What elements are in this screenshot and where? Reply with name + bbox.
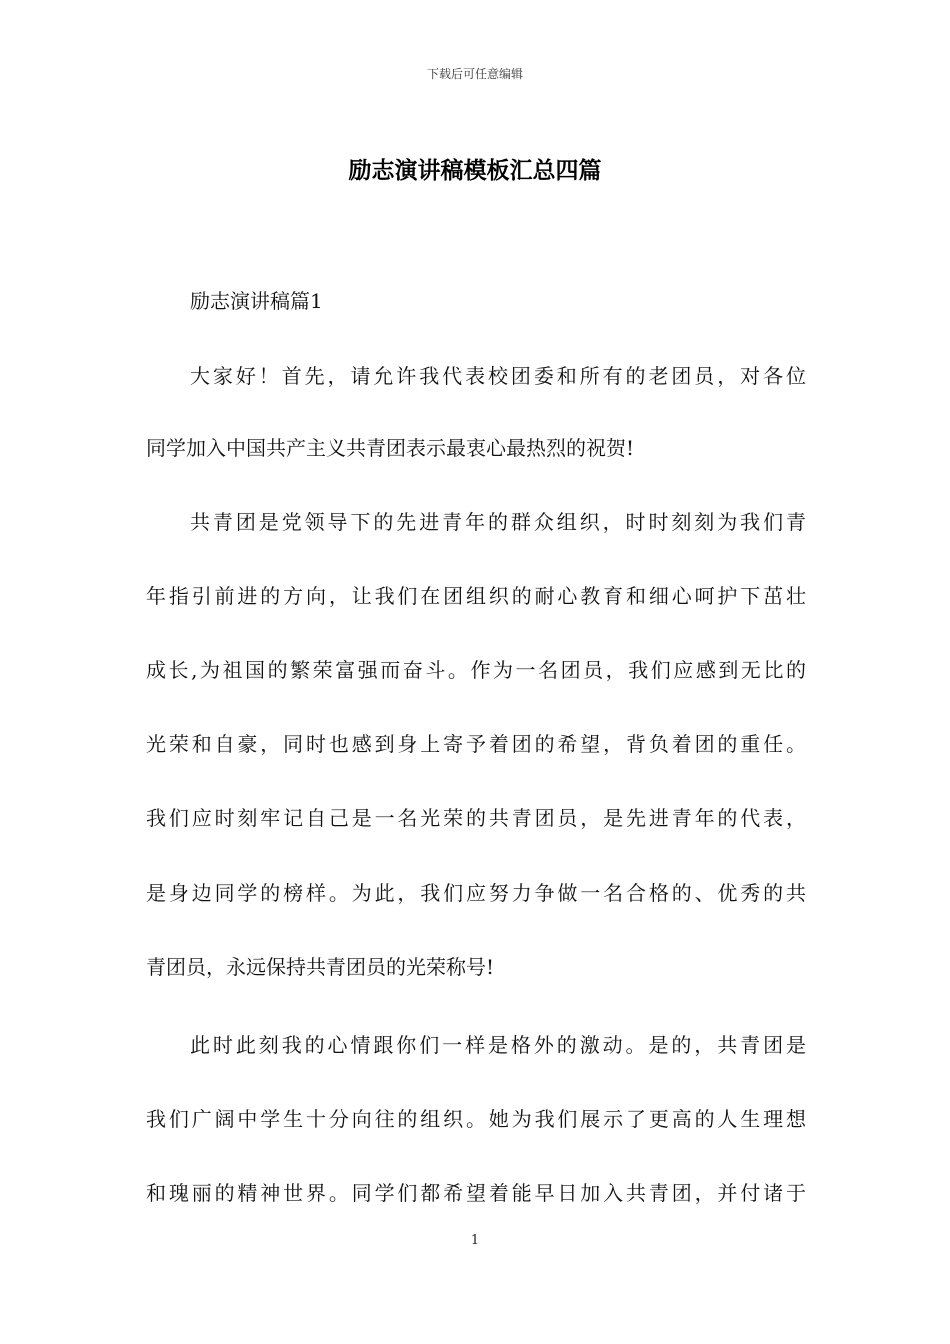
text-line: 同学加入中国共产主义共青团表示最衷心最热烈的祝贺! <box>146 436 635 460</box>
document-title: 励志演讲稿模板汇总四篇 <box>348 157 602 184</box>
page-header-note: 下载后可任意编辑 <box>426 67 523 81</box>
text-line: 光荣和自豪，同时也感到身上寄予着团的希望，背负着团的重任。 <box>146 732 806 756</box>
section-heading: 励志演讲稿篇1 <box>190 289 323 313</box>
text-line: 我们应时刻牢记自己是一名光荣的共青团员，是先进青年的代表， <box>146 806 806 830</box>
text-line: 和瑰丽的精神世界。同学们都希望着能早日加入共青团，并付诸于 <box>146 1181 806 1205</box>
text-line: 大家好！首先，请允许我代表校团委和所有的老团员，对各位 <box>190 364 806 388</box>
text-line: 青团员，永远保持共青团员的光荣称号! <box>146 955 495 979</box>
text-line: 成长,为祖国的繁荣富强而奋斗。作为一名团员，我们应感到无比的 <box>146 658 806 682</box>
text-line: 是身边同学的榜样。为此，我们应努力争做一名合格的、优秀的共 <box>146 881 806 905</box>
text-line: 共青团是党领导下的先进青年的群众组织，时时刻刻为我们青 <box>190 510 806 534</box>
text-line: 此时此刻我的心情跟你们一样是格外的激动。是的，共青团是 <box>190 1033 806 1057</box>
text-line: 年指引前进的方向，让我们在团组织的耐心教育和细心呵护下茁壮 <box>146 584 806 608</box>
page-number: 1 <box>470 1233 480 1248</box>
text-line: 我们广阔中学生十分向往的组织。她为我们展示了更高的人生理想 <box>146 1107 806 1131</box>
